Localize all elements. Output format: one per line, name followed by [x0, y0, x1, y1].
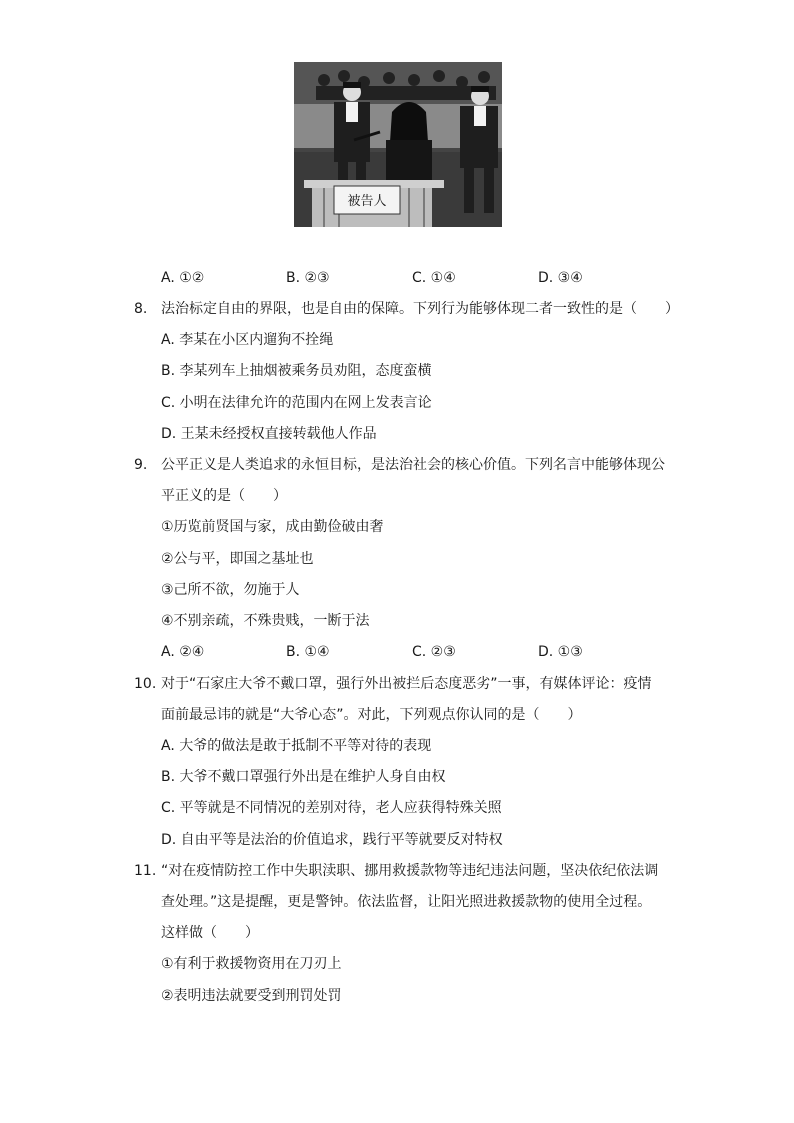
q9-statement-2: ②公与平，即国之基址也 — [161, 551, 314, 567]
q7-option-c[interactable]: C. ①④ — [412, 270, 456, 286]
question-number-9: 9. — [134, 457, 148, 473]
q9-option-d[interactable]: D. ①③ — [538, 644, 583, 660]
q7-option-b[interactable]: B. ②③ — [286, 270, 330, 286]
courtroom-photo — [294, 62, 502, 227]
q9-option-b[interactable]: B. ①④ — [286, 644, 330, 660]
q10-choice-a[interactable]: A. 大爷的做法是敢于抵制不平等对待的表现 — [161, 738, 432, 754]
q10-choice-d[interactable]: D. 自由平等是法治的价值追求，践行平等就要反对特权 — [161, 832, 503, 848]
q9-stem-line-1: 公平正义是人类追求的永恒目标，是法治社会的核心价值。下列名言中能够体现公 — [161, 457, 665, 473]
question-number-11: 11. — [134, 863, 157, 879]
q10-choice-b[interactable]: B. 大爷不戴口罩强行外出是在维护人身自由权 — [161, 769, 446, 785]
q11-stem-line-2: 查处理。”这是提醒，更是警钟。依法监督，让阳光照进救援款物的使用全过程。 — [161, 894, 652, 910]
q11-stem-line-1: “对在疫情防控工作中失职渎职、挪用救援款物等违纪违法问题，坚决依纪依法调 — [161, 863, 659, 879]
q8-choice-a[interactable]: A. 李某在小区内遛狗不拴绳 — [161, 332, 334, 348]
q10-stem-line-2: 面前最忌讳的就是“大爷心态”。对此，下列观点你认同的是（ ） — [161, 707, 582, 723]
q9-statement-1: ①历览前贤国与家，成由勤俭破由奢 — [161, 519, 384, 535]
q8-stem: 法治标定自由的界限，也是自由的保障。下列行为能够体现二者一致性的是（ ） — [161, 301, 679, 317]
q8-choice-c[interactable]: C. 小明在法律允许的范围内在网上发表言论 — [161, 395, 432, 411]
courtroom-illustration — [294, 62, 502, 227]
q9-stem-line-2: 平正义的是（ ） — [161, 488, 287, 504]
question-number-10: 10. — [134, 676, 157, 692]
dock-sign-text: 被告人 — [347, 194, 387, 209]
q7-option-a[interactable]: A. ①② — [161, 270, 205, 286]
q7-option-d[interactable]: D. ③④ — [538, 270, 583, 286]
q8-choice-b[interactable]: B. 李某列车上抽烟被乘务员劝阻，态度蛮横 — [161, 363, 432, 379]
q9-statement-4: ④不别亲疏，不殊贵贱，一断于法 — [161, 613, 370, 629]
question-number-8: 8. — [134, 301, 148, 317]
q11-stem-line-3: 这样做（ ） — [161, 925, 259, 941]
q10-choice-c[interactable]: C. 平等就是不同情况的差别对待，老人应获得特殊关照 — [161, 800, 502, 816]
q9-option-a[interactable]: A. ②④ — [161, 644, 205, 660]
q11-statement-2: ②表明违法就要受到刑罚处罚 — [161, 988, 342, 1004]
q9-statement-3: ③己所不欲，勿施于人 — [161, 582, 300, 598]
q9-option-c[interactable]: C. ②③ — [412, 644, 456, 660]
q8-choice-d[interactable]: D. 王某未经授权直接转载他人作品 — [161, 426, 377, 442]
q11-statement-1: ①有利于救援物资用在刀刃上 — [161, 956, 342, 972]
q10-stem-line-1: 对于“石家庄大爷不戴口罩，强行外出被拦后态度恶劣”一事，有媒体评论：疫情 — [161, 676, 652, 692]
